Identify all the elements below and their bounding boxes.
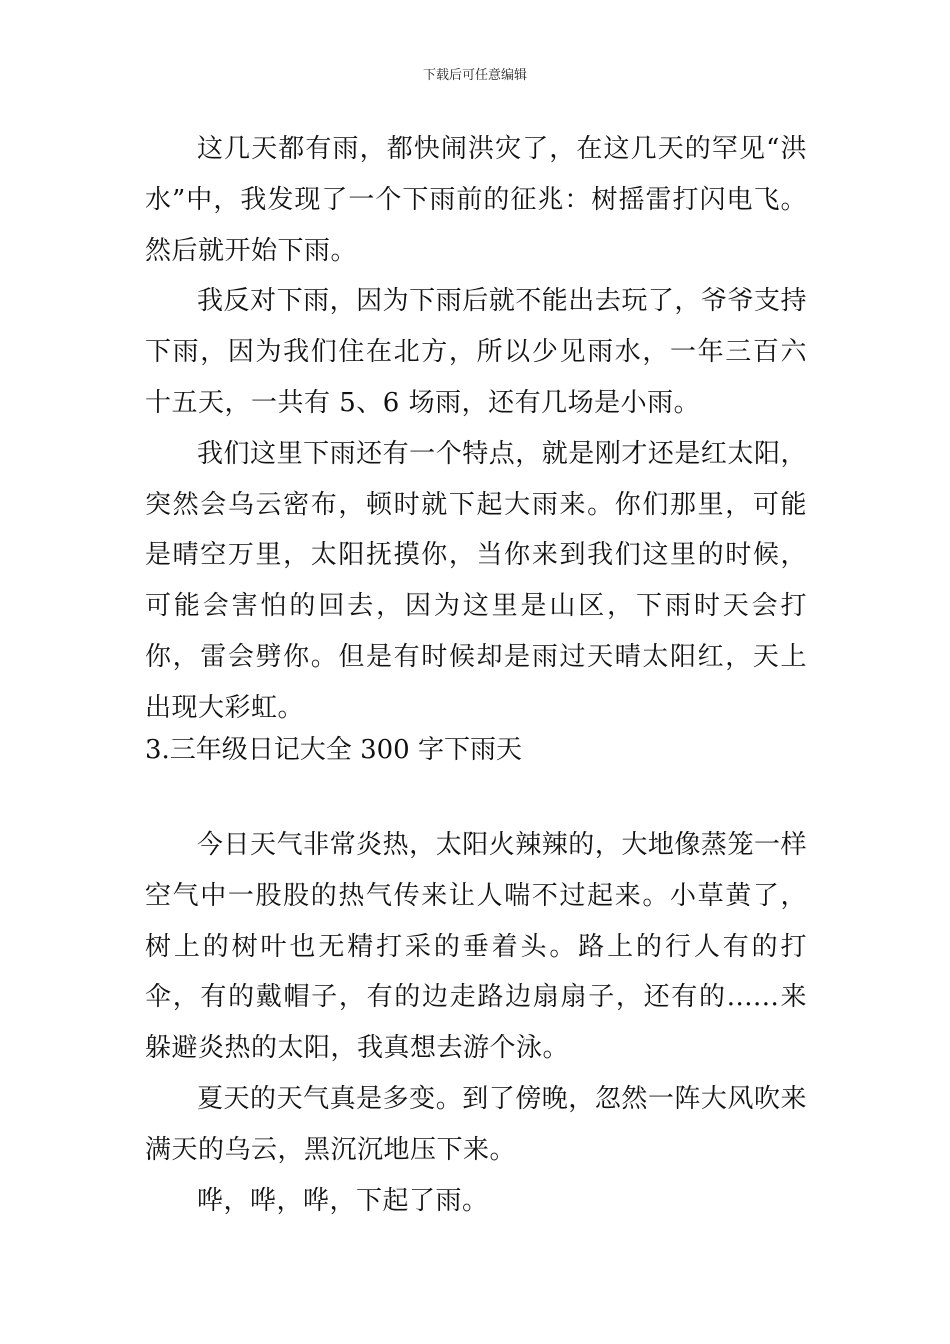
page-header: 下载后可任意编辑 xyxy=(422,68,527,83)
paragraph: 哗，哗，哗，下起了雨。 xyxy=(197,1185,489,1216)
paragraph: 这几天都有雨，都快闹洪灾了，在这几天的罕见“洪水”中，我发现了一个下雨前的征兆：树摇雷打闪电飞。然后就开始下雨。 xyxy=(145,134,807,266)
paragraph: 我反对下雨，因为下雨后就不能出去玩了，爷爷支持下雨，因为我们住在北方，所以少见雨水，一年三百六十五天，一共有 5、6 场雨，还有几场是小雨。 xyxy=(145,286,807,418)
paragraph: 今日天气非常炎热，太阳火辣辣的，大地像蒸笼一样空气中一股股的热气传来让人喘不过起来。小草黄了，树上的树叶也无精打采的垂着头。路上的行人有的打伞，有的戴帽子，有的边走路边扇扇子，还有的......来躲避炎热的太阳，我真想去游个泳。 xyxy=(145,830,807,1064)
section-heading: 3.三年级日记大全 300 字下雨天 xyxy=(145,735,522,765)
section-2-body xyxy=(145,820,807,1226)
paragraph: 我们这里下雨还有一个特点，就是刚才还是红太阳，突然会乌云密布，顿时就下起大雨来。你们那里，可能是晴空万里，太阳抚摸你，当你来到我们这里的时候，可能会害怕的回去，因为这里是山区，下雨时天会打你，雷会劈你。但是有时候却是雨过天晴太阳红，天上出现大彩虹。 xyxy=(145,438,807,723)
section-1-body xyxy=(145,124,807,734)
paragraph: 夏天的天气真是多变。到了傍晚，忽然一阵大风吹来满天的乌云，黑沉沉地压下来。 xyxy=(145,1083,807,1165)
